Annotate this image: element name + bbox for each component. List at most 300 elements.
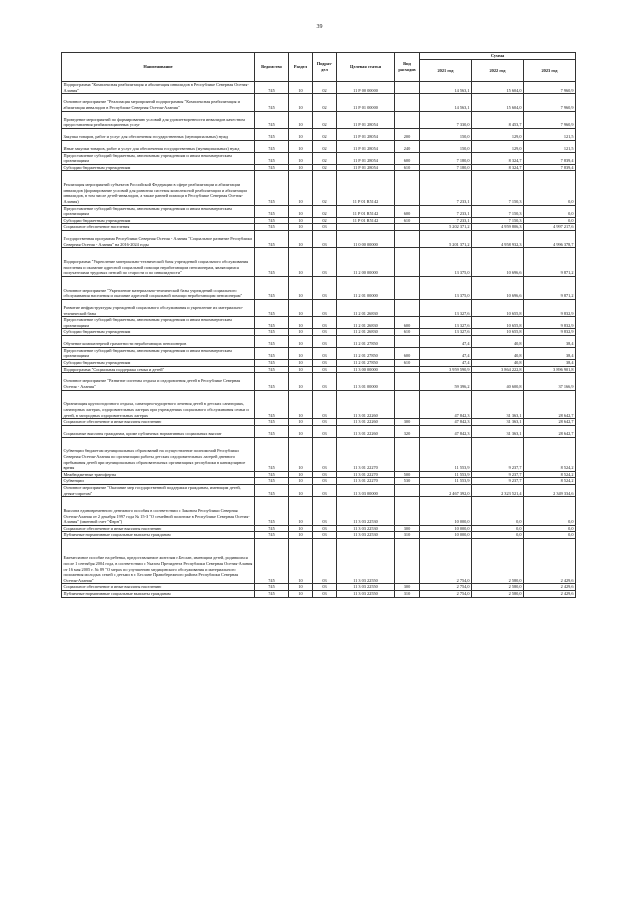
row-podrazdel: 03: [313, 538, 337, 583]
row-razdel: 10: [289, 532, 313, 539]
row-ved: 745: [255, 317, 289, 329]
row-expense-type: 610: [395, 164, 420, 171]
header-razdel: Раздел: [289, 53, 313, 82]
row-sum-2021: 10 000,0: [420, 525, 472, 532]
header-podrazdel: Подраз-дел: [313, 53, 337, 82]
row-sum-2022: 0,0: [472, 497, 524, 526]
row-podrazdel: 02: [313, 164, 337, 171]
table-row: [62, 471, 576, 478]
row-podrazdel: 03: [313, 390, 337, 419]
row-name: Социальное обеспечение и иные выплаты населению: [62, 525, 255, 532]
table-row: [62, 140, 576, 152]
row-target-article: 11 3 01 22270: [337, 437, 395, 471]
row-expense-type: 530: [395, 478, 420, 485]
row-ved: 745: [255, 584, 289, 591]
row-sum-2023: 3 896 901,8: [524, 366, 576, 373]
row-name: Предоставление субсидий бюджетным, автономным учреждениям и иным некоммерческим организациям: [62, 205, 255, 217]
row-target-article: 11 2 01 00000: [337, 276, 395, 299]
row-expense-type: [395, 366, 420, 373]
row-sum-2023: 7 960,9: [524, 111, 576, 128]
row-expense-type: [395, 390, 420, 419]
row-sum-2022: 8 453,7: [472, 111, 524, 128]
row-expense-type: [395, 437, 420, 471]
table-row: [62, 484, 576, 496]
row-sum-2023: 4 997 217,6: [524, 224, 576, 231]
row-target-article: 11 Р 01 28054: [337, 140, 395, 152]
row-ved: 745: [255, 224, 289, 231]
row-podrazdel: 02: [313, 217, 337, 224]
row-target-article: 11 3 03 22530: [337, 532, 395, 539]
row-razdel: 10: [289, 217, 313, 224]
row-razdel: 10: [289, 347, 313, 359]
row-name: Социальное обеспечение населения: [62, 224, 255, 231]
table-row: [62, 111, 576, 128]
table-row: [62, 390, 576, 419]
table-row: [62, 360, 576, 367]
row-ved: 745: [255, 471, 289, 478]
row-razdel: 10: [289, 128, 313, 140]
row-name: Реализация мероприятий субъектов Российской Федерации в сфере реабилитации и абилитации инвалидов (формирование условий для развития системы комплексной реабилитации и абилитации инвалидов, в том числе детей-инвалидов, а также ранней помощи в Республике Северная Осетия-Алания): [62, 171, 255, 205]
row-razdel: 10: [289, 230, 313, 247]
row-sum-2023: 9 832,9: [524, 299, 576, 316]
row-podrazdel: 02: [313, 94, 337, 111]
row-sum-2023: 0,0: [524, 525, 576, 532]
row-name: Предоставление субсидий бюджетным, автономным учреждениям и иным некоммерческим организациям: [62, 317, 255, 329]
header-year-2022: 2022 год: [472, 60, 524, 82]
table-row: [62, 82, 576, 94]
row-ved: 745: [255, 248, 289, 277]
row-target-article: 11 2 00 00000: [337, 248, 395, 277]
row-podrazdel: 03: [313, 347, 337, 359]
row-sum-2022: 40 600,8: [472, 373, 524, 390]
row-expense-type: 600: [395, 205, 420, 217]
table-row: [62, 224, 576, 231]
row-name: Субсидии бюджетным учреждениям: [62, 329, 255, 336]
row-razdel: 10: [289, 164, 313, 171]
row-sum-2021: 2 467 392,0: [420, 484, 472, 496]
row-sum-2021: 2 754,0: [420, 590, 472, 597]
row-ved: 745: [255, 437, 289, 471]
row-target-article: 11 3 01 22260: [337, 425, 395, 437]
row-sum-2022: 40,8: [472, 336, 524, 348]
row-sum-2021: 7 233,1: [420, 217, 472, 224]
row-target-article: 11 3 00 00000: [337, 366, 395, 373]
table-row: [62, 425, 576, 437]
row-podrazdel: 02: [313, 152, 337, 164]
table-row: [62, 336, 576, 348]
row-razdel: 10: [289, 525, 313, 532]
row-name: Подпрограмма "Укрепление материально-технической базы учреждений социального обслуживания населения и оказание адресной социальной помощи неработающим пенсионерам, являющимся получателями трудовых пенсий по старости и по инвалидности": [62, 248, 255, 277]
row-sum-2022: 7 150,3: [472, 217, 524, 224]
row-podrazdel: 02: [313, 111, 337, 128]
row-target-article: 11 Р 01 28054: [337, 152, 395, 164]
row-sum-2021: 5 201 371,2: [420, 230, 472, 247]
row-razdel: 10: [289, 497, 313, 526]
row-ved: 745: [255, 390, 289, 419]
row-podrazdel: 03: [313, 532, 337, 539]
row-name: Государственная программа Республики Северная Осетия - Алания "Социальное развитие Республики Северная Осетия - Алания" на 2016-2024 годы: [62, 230, 255, 247]
row-name: Социальное обеспечение и иные выплаты населению: [62, 584, 255, 591]
row-ved: 745: [255, 217, 289, 224]
row-sum-2023: 28 642,7: [524, 425, 576, 437]
row-sum-2023: 0,0: [524, 217, 576, 224]
row-sum-2022: 129,0: [472, 128, 524, 140]
row-razdel: 10: [289, 584, 313, 591]
row-expense-type: [395, 230, 420, 247]
row-target-article: 11 3 03 22550: [337, 590, 395, 597]
row-razdel: 10: [289, 437, 313, 471]
row-ved: 745: [255, 525, 289, 532]
row-sum-2022: 31 363,1: [472, 425, 524, 437]
row-expense-type: 610: [395, 217, 420, 224]
row-sum-2021: 7 233,1: [420, 171, 472, 205]
row-ved: 745: [255, 128, 289, 140]
row-sum-2023: 0,0: [524, 497, 576, 526]
table-row: [62, 94, 576, 111]
row-expense-type: [395, 224, 420, 231]
row-target-article: 11 2 01 26830: [337, 299, 395, 316]
row-razdel: 10: [289, 248, 313, 277]
row-podrazdel: 03: [313, 497, 337, 526]
row-sum-2022: 0,0: [472, 532, 524, 539]
row-sum-2021: 3 959 590,9: [420, 366, 472, 373]
row-sum-2021: 13 327,6: [420, 317, 472, 329]
row-podrazdel: 02: [313, 82, 337, 94]
row-podrazdel: 03: [313, 336, 337, 348]
row-ved: 745: [255, 111, 289, 128]
row-sum-2021: 59 396,2: [420, 373, 472, 390]
row-name: Предоставление субсидий бюджетным, автономным учреждениям и иным некоммерческим организациям: [62, 347, 255, 359]
row-target-article: 11 2 01 26830: [337, 329, 395, 336]
row-sum-2022: 7 150,3: [472, 205, 524, 217]
row-sum-2023: 8 524,2: [524, 437, 576, 471]
row-sum-2021: 5 202 371,2: [420, 224, 472, 231]
row-ved: 745: [255, 164, 289, 171]
table-row: [62, 532, 576, 539]
row-podrazdel: 02: [313, 171, 337, 205]
row-target-article: 11 Р 01 R5142: [337, 205, 395, 217]
row-podrazdel: 03: [313, 525, 337, 532]
row-target-article: 11 3 03 22530: [337, 525, 395, 532]
row-sum-2023: 0,0: [524, 532, 576, 539]
row-podrazdel: 02: [313, 128, 337, 140]
table-row: [62, 347, 576, 359]
row-expense-type: [395, 171, 420, 205]
row-sum-2023: 28 642,7: [524, 419, 576, 426]
row-sum-2022: 9 237,7: [472, 471, 524, 478]
row-ved: 745: [255, 276, 289, 299]
row-sum-2023: 121,5: [524, 128, 576, 140]
row-ved: 745: [255, 82, 289, 94]
row-podrazdel: 03: [313, 437, 337, 471]
row-razdel: 10: [289, 373, 313, 390]
row-sum-2023: 2 349 334,6: [524, 484, 576, 496]
table-row: [62, 164, 576, 171]
row-razdel: 10: [289, 538, 313, 583]
row-sum-2023: 38,4: [524, 336, 576, 348]
row-podrazdel: 02: [313, 140, 337, 152]
header-ved: Ведомство: [255, 53, 289, 82]
row-sum-2021: 11 553,9: [420, 437, 472, 471]
row-sum-2022: 10 696,6: [472, 276, 524, 299]
row-ved: 745: [255, 478, 289, 485]
row-name: Социальные выплаты гражданам, кроме публичных нормативных социальных выплат: [62, 425, 255, 437]
row-sum-2021: 47 842,3: [420, 425, 472, 437]
row-sum-2023: 9 832,9: [524, 317, 576, 329]
table-row: [62, 276, 576, 299]
header-name: Наименование: [62, 53, 255, 82]
row-expense-type: 320: [395, 425, 420, 437]
row-ved: 745: [255, 497, 289, 526]
row-sum-2021: 14 563,1: [420, 94, 472, 111]
row-razdel: 10: [289, 171, 313, 205]
row-target-article: 11 2 01 27850: [337, 347, 395, 359]
row-expense-type: 500: [395, 471, 420, 478]
row-ved: 745: [255, 366, 289, 373]
row-sum-2021: 2 754,0: [420, 538, 472, 583]
row-sum-2023: 8 524,2: [524, 478, 576, 485]
row-target-article: 11 3 03 22550: [337, 584, 395, 591]
table-row: [62, 478, 576, 485]
row-target-article: 11 3 01 22260: [337, 390, 395, 419]
row-expense-type: [395, 484, 420, 496]
row-ved: 745: [255, 94, 289, 111]
row-sum-2023: 7 839,4: [524, 164, 576, 171]
row-ved: 745: [255, 538, 289, 583]
row-podrazdel: 03: [313, 299, 337, 316]
row-sum-2022: 0,0: [472, 525, 524, 532]
row-expense-type: 310: [395, 590, 420, 597]
table-row: [62, 584, 576, 591]
row-ved: 745: [255, 152, 289, 164]
row-sum-2022: 129,0: [472, 140, 524, 152]
row-ved: 745: [255, 484, 289, 496]
table-row: [62, 299, 576, 316]
row-target-article: 11 Р 01 28054: [337, 164, 395, 171]
row-target-article: 11 Р 01 28054: [337, 111, 395, 128]
row-name: Обучение компьютерной грамотности неработающих пенсионеров: [62, 336, 255, 348]
row-ved: 745: [255, 347, 289, 359]
row-sum-2023: 38,4: [524, 347, 576, 359]
row-expense-type: 310: [395, 532, 420, 539]
row-ved: 745: [255, 425, 289, 437]
row-razdel: 10: [289, 82, 313, 94]
row-sum-2021: 13 327,6: [420, 329, 472, 336]
row-razdel: 10: [289, 224, 313, 231]
row-sum-2021: 47,4: [420, 347, 472, 359]
table-row: [62, 373, 576, 390]
row-sum-2023: 38,4: [524, 360, 576, 367]
row-razdel: 10: [289, 390, 313, 419]
row-sum-2022: 7 150,3: [472, 171, 524, 205]
row-razdel: 10: [289, 360, 313, 367]
row-sum-2021: 13 327,6: [420, 299, 472, 316]
row-sum-2021: 13 375,0: [420, 276, 472, 299]
table-row: [62, 329, 576, 336]
row-sum-2023: 9 832,9: [524, 329, 576, 336]
table-row: [62, 152, 576, 164]
row-podrazdel: 03: [313, 590, 337, 597]
row-name: Выплата единовременного денежного пособия в соответствии с Законом Республики Северная Осетия-Алания от 2 декабря 1997 года № 15-З "О семейной политике в Республике Северная Осетия-Алания" (именной счет "Фарн"): [62, 497, 255, 526]
row-sum-2022: 15 604,0: [472, 82, 524, 94]
row-name: Развитие инфраструктуры учреждений социального обслуживания и укрепление их материально-технической базы: [62, 299, 255, 316]
row-sum-2022: 3 864 222,8: [472, 366, 524, 373]
row-podrazdel: 03: [313, 230, 337, 247]
row-target-article: 11 Р 01 R5142: [337, 171, 395, 205]
row-sum-2021: 47 842,3: [420, 390, 472, 419]
row-ved: 745: [255, 336, 289, 348]
row-razdel: 10: [289, 484, 313, 496]
table-row: [62, 538, 576, 583]
row-podrazdel: 03: [313, 276, 337, 299]
row-target-article: 11 3 01 00000: [337, 373, 395, 390]
row-sum-2021: 14 563,1: [420, 82, 472, 94]
row-sum-2022: 10 655,8: [472, 329, 524, 336]
row-expense-type: [395, 497, 420, 526]
row-sum-2022: 40,8: [472, 360, 524, 367]
row-expense-type: [395, 336, 420, 348]
row-razdel: 10: [289, 329, 313, 336]
row-podrazdel: 03: [313, 317, 337, 329]
row-sum-2021: 7 233,1: [420, 205, 472, 217]
row-razdel: 10: [289, 299, 313, 316]
row-target-article: 11 Р 01 R5142: [337, 217, 395, 224]
row-name: Закупка товаров, работ и услуг для обеспечения государственных (муниципальных) нужд: [62, 128, 255, 140]
budget-table: [61, 52, 576, 598]
row-sum-2023: 0,0: [524, 205, 576, 217]
header-year-2023: 2023 год: [524, 60, 576, 82]
row-sum-2021: 47,4: [420, 336, 472, 348]
row-podrazdel: 03: [313, 224, 337, 231]
row-razdel: 10: [289, 425, 313, 437]
table-header: [62, 53, 576, 82]
row-sum-2023: 9 871,2: [524, 276, 576, 299]
row-sum-2021: 7 180,0: [420, 152, 472, 164]
row-sum-2021: 11 553,9: [420, 478, 472, 485]
row-sum-2022: 31 363,1: [472, 419, 524, 426]
row-target-article: 11 3 03 22550: [337, 538, 395, 583]
row-name: Субсидии бюджетным учреждениям: [62, 217, 255, 224]
row-sum-2021: 13 375,0: [420, 248, 472, 277]
row-sum-2023: 2 429,6: [524, 538, 576, 583]
row-sum-2021: 2 754,0: [420, 584, 472, 591]
row-sum-2022: 2 580,0: [472, 590, 524, 597]
row-razdel: 10: [289, 419, 313, 426]
row-name: Субсидии бюджетным учреждениям: [62, 164, 255, 171]
row-sum-2022: 31 363,1: [472, 390, 524, 419]
row-target-article: 11 3 03 22530: [337, 497, 395, 526]
row-name: Подпрограмма "Комплексная реабилитация и абилитация инвалидов в Республике Северная Осетия-Алания": [62, 82, 255, 94]
row-target-article: 11 Р 01 00000: [337, 94, 395, 111]
row-sum-2022: 40,8: [472, 347, 524, 359]
row-name: Подпрограмма "Социальная поддержка семьи и детей": [62, 366, 255, 373]
row-sum-2022: 10 655,8: [472, 317, 524, 329]
row-sum-2022: 2 580,0: [472, 538, 524, 583]
table-row: [62, 205, 576, 217]
row-sum-2023: 28 642,7: [524, 390, 576, 419]
row-expense-type: [395, 276, 420, 299]
row-podrazdel: 03: [313, 484, 337, 496]
row-sum-2021: 10 000,0: [420, 532, 472, 539]
row-name: Основное мероприятие "Развитие системы отдыха и оздоровления детей в Республике Северная Осетия - Алания": [62, 373, 255, 390]
row-razdel: 10: [289, 366, 313, 373]
row-sum-2022: 10 655,8: [472, 299, 524, 316]
row-podrazdel: 03: [313, 248, 337, 277]
row-sum-2022: 9 237,7: [472, 478, 524, 485]
table-row: [62, 590, 576, 597]
row-razdel: 10: [289, 111, 313, 128]
row-podrazdel: 03: [313, 360, 337, 367]
row-sum-2021: 150,0: [420, 128, 472, 140]
row-sum-2021: 7 330,0: [420, 111, 472, 128]
row-expense-type: [395, 82, 420, 94]
table-row: [62, 230, 576, 247]
header-year-2021: 2021 год: [420, 60, 472, 82]
row-name: Основное мероприятие "Укрепление материально-технической базы учреждений социального обслуживания населения и оказание адресной социальной помощи неработающим пенсионерам": [62, 276, 255, 299]
row-target-article: 11 2 01 27850: [337, 336, 395, 348]
table-row: [62, 525, 576, 532]
row-ved: 745: [255, 419, 289, 426]
row-podrazdel: 03: [313, 366, 337, 373]
row-sum-2023: 121,5: [524, 140, 576, 152]
row-razdel: 10: [289, 276, 313, 299]
row-expense-type: 600: [395, 317, 420, 329]
row-sum-2021: 150,0: [420, 140, 472, 152]
row-sum-2023: 7 960,9: [524, 82, 576, 94]
row-sum-2023: 7 960,9: [524, 94, 576, 111]
row-name: Публичные нормативные социальные выплаты гражданам: [62, 532, 255, 539]
row-sum-2022: 10 696,6: [472, 248, 524, 277]
header-expense-type: Вид расходов: [395, 53, 420, 82]
row-ved: 745: [255, 329, 289, 336]
row-ved: 745: [255, 205, 289, 217]
row-expense-type: [395, 373, 420, 390]
row-name: Предоставление субсидий бюджетным, автономным учреждениям и иным некоммерческим организациям: [62, 152, 255, 164]
row-expense-type: 300: [395, 419, 420, 426]
row-sum-2023: 37 166,9: [524, 373, 576, 390]
row-name: Основное мероприятие "Реализация мероприятий подпрограммы "Комплексная реабилитация и абилитация инвалидов в Республике Северная Осетия-Алания": [62, 94, 255, 111]
row-name: Субсидии бюджетным учреждениям: [62, 360, 255, 367]
row-ved: 745: [255, 373, 289, 390]
row-expense-type: 200: [395, 128, 420, 140]
row-ved: 745: [255, 230, 289, 247]
row-expense-type: [395, 538, 420, 583]
row-expense-type: 300: [395, 584, 420, 591]
row-podrazdel: 03: [313, 419, 337, 426]
row-name: Социальное обеспечение и иные выплаты населению: [62, 419, 255, 426]
row-expense-type: [395, 248, 420, 277]
row-expense-type: [395, 111, 420, 128]
row-name: Основное мероприятие "Оказание мер государственной поддержки гражданам, имеющим детей, детям-сиротам": [62, 484, 255, 496]
row-name: Ежемесячное пособие на ребенка, предоставляемое жителям г.Беслан, имеющим детей, родившихся после 1 сентября 2004 года, в соответствии с Указом Президента Республики Северная Осетия-Алания от 16 мая 2005 г. № 89 "О мерах по улучшению медицинского обслуживания и материального положения молодых семей с детьми в г. Беслане Правобережного района Республики Северная Осетия-Алания": [62, 538, 255, 583]
row-name: Организация круглогодичного отдыха, санаторно-курортного лечения детей в детских санаториях, санаторных лагерях, оздоровительных лагерях при учреждениях социального обслуживания семьи и детей, в загородных оздоровительных лагерях: [62, 390, 255, 419]
row-target-article: 11 Р 00 00000: [337, 82, 395, 94]
row-expense-type: 300: [395, 525, 420, 532]
row-target-article: 11 3 03 00000: [337, 484, 395, 496]
table-row: [62, 128, 576, 140]
table-row: [62, 217, 576, 224]
row-expense-type: 240: [395, 140, 420, 152]
row-sum-2021: 7 180,0: [420, 164, 472, 171]
table-row: [62, 248, 576, 277]
row-razdel: 10: [289, 140, 313, 152]
row-podrazdel: 03: [313, 478, 337, 485]
row-sum-2023: 7 839,4: [524, 152, 576, 164]
row-target-article: 11 2 01 27850: [337, 360, 395, 367]
row-expense-type: [395, 94, 420, 111]
row-razdel: 10: [289, 471, 313, 478]
row-razdel: 10: [289, 317, 313, 329]
